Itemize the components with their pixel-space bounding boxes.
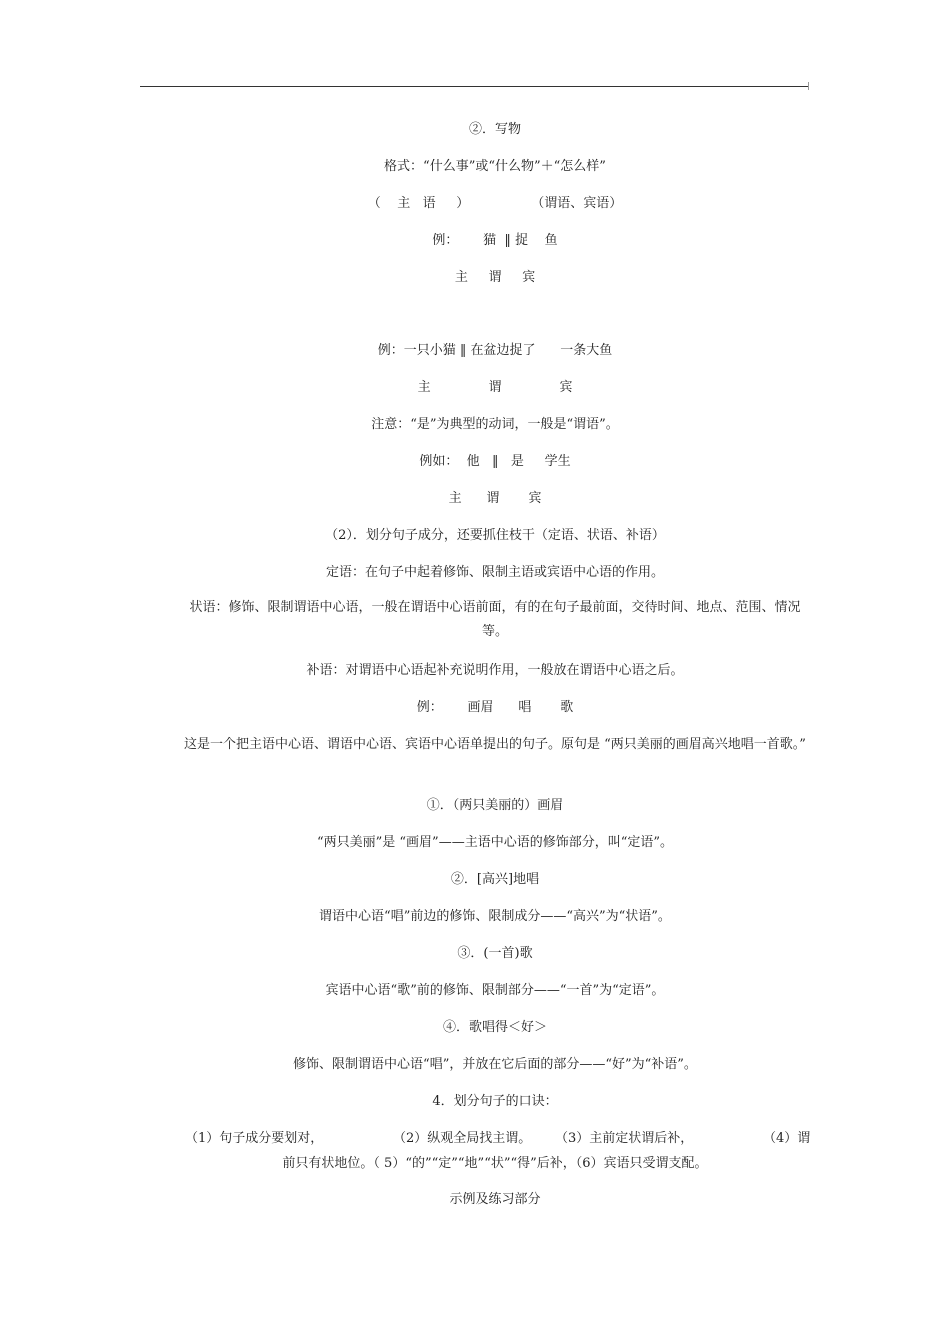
item-2-explanation: 谓语中心语“唱”前边的修饰、限制成分——“高兴”为“状语”。 [319, 909, 671, 924]
header-rule [140, 86, 808, 87]
explanation-original-sentence: 这是一个把主语中心语、谓语中心语、宾语中心语单提出的句子。原句是 “两只美丽的画眉高兴地唱一首歌。” [184, 737, 806, 752]
example-student-labels: 主 谓 宾 [448, 491, 542, 506]
section-examples-heading: 示例及练习部分 [449, 1192, 541, 1207]
mnemonic-2: （2）纵观全局找主谓。 [393, 1131, 532, 1146]
item-1-heading: ①．（两只美丽的）画眉 [426, 798, 564, 813]
item-1-explanation: “两只美丽”是 “画眉”——主语中心语的修饰部分，叫“定语”。 [316, 835, 673, 850]
format-parts: （ 主 语 ） （谓语、宾语） [367, 196, 623, 211]
header-rule-tick [808, 82, 809, 90]
example-kitten-labels: 主 谓 宾 [417, 380, 573, 395]
example-cat: 例： 猫 ‖ 捉 鱼 [432, 233, 558, 248]
mnemonic-1: （1）句子成分要划对， [185, 1131, 324, 1146]
example-bird: 例： 画眉 唱 歌 [416, 700, 574, 715]
example-cat-labels: 主 谓 宾 [454, 270, 536, 285]
format-line: 格式：“什么事”或“什么物”＋“怎么样” [384, 159, 606, 174]
heading-write-object: ②．写物 [468, 122, 521, 137]
mnemonic-3: （3）主前定状谓后补， [555, 1131, 694, 1146]
note-shi: 注意：“是”为典型的动词，一般是“谓语”。 [371, 417, 619, 432]
mnemonic-4-start: （4）谓 [763, 1131, 811, 1146]
section-2-heading: （2）．划分句子成分，还要抓住枝干（定语、状语、补语） [325, 528, 665, 543]
definition-complement: 补语：对谓语中心语起补充说明作用，一般放在谓语中心语之后。 [306, 663, 684, 678]
mnemonic-row [185, 1129, 810, 1229]
example-kitten: 例：一只小猫 ‖ 在盆边捉了 一条大鱼 [377, 343, 613, 358]
definition-attributive: 定语：在句子中起着修饰、限制主语或宾语中心语的作用。 [325, 565, 664, 580]
section-4-heading: 4．划分句子的口诀： [432, 1094, 558, 1109]
item-4-explanation: 修饰、限制谓语中心语“唱”，并放在它后面的部分——“好”为“补语”。 [293, 1057, 697, 1072]
item-4-heading: ④．歌唱得＜好＞ [442, 1020, 547, 1035]
example-student: 例如： 他 ‖ 是 学生 [419, 454, 571, 469]
mnemonic-continuation: 前只有状地位。（ 5）“的”“定”“地”“状”“得”后补，（6）宾语只受谓支配。 [282, 1156, 708, 1171]
item-2-heading: ②．[高兴]地唱 [450, 872, 540, 887]
item-3-explanation: 宾语中心语“歌”前的修饰、限制部分——“一首”为“定语”。 [325, 983, 665, 998]
item-3-heading: ③．(一首)歌 [457, 946, 533, 961]
definition-adverbial: 状语：修饰、限制谓语中心语，一般在谓语中心语前面，有的在句子最前面，交待时间、地点、范围、情况等。 [189, 600, 801, 639]
